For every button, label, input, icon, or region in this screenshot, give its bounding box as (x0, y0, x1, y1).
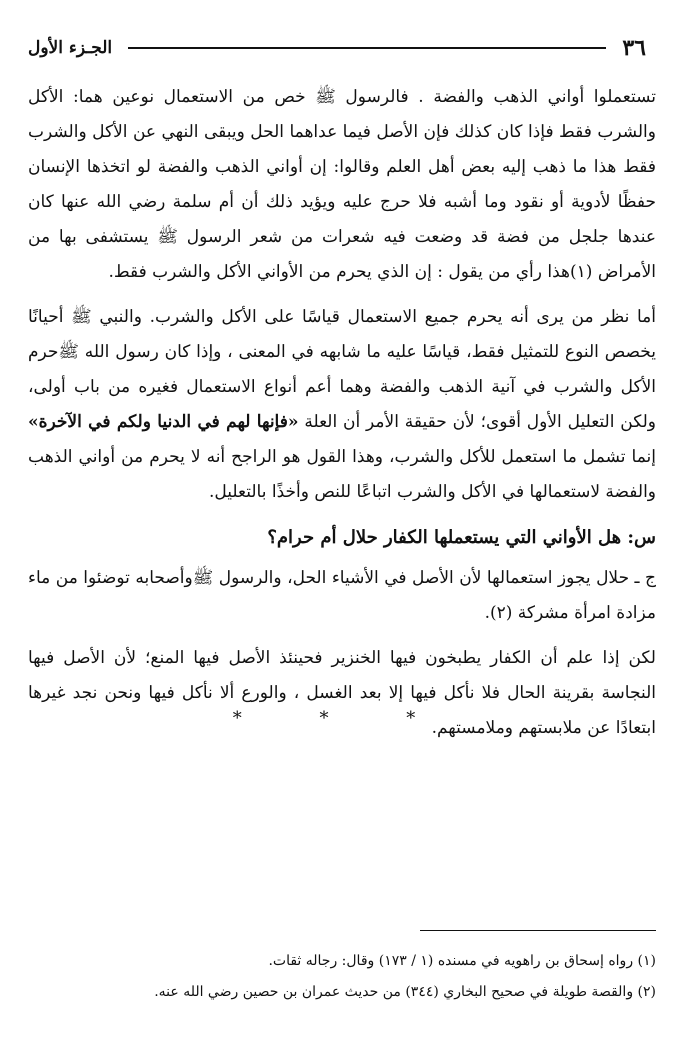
page-header (28, 30, 646, 66)
paragraph-2 (28, 300, 656, 510)
footnote-2: (٢) والقصة طويلة في صحيح البخاري (٣٤٤) من حديث عمران بن حصين رضي الله عنه. (154, 984, 656, 1000)
paragraph-2-part-b: إنما تشمل ما استعمل للأكل والشرب، وهذا القول هو الراجح أنه لا يحرم من أواني الذهب والفضة لاستعمالها في الأكل والشرب اتباعًا للنص وأخذًا بالتعليل. (28, 447, 656, 502)
paragraph-3: لكن إذا علم أن الكفار يطبخون فيها الخنزير فحينئذ الأصل فيها المنع؛ لأن الأصل فيها النجاسة بقرينة الحال فلا نأكل فيها إلا بعد الغسل ، والورع ألا نأكل فيها ونحن نجد غيرها ابتعادًا عن ملابستهم وملامستهم. (28, 648, 656, 738)
question-heading: س: هل الأواني التي يستعملها الكفار حلال أم حرام؟ (267, 527, 656, 548)
running-title: الجـزء الأول (28, 38, 113, 58)
hadith-quote: «فإنها لهم في الدنيا ولكم في الآخرة» (28, 412, 299, 432)
paragraph-1: تستعملوا أواني الذهب والفضة . فالرسول ﷺ خص من الاستعمال نوعين هما: الأكل والشرب فقط فإذا كان كذلك فإن الأصل فيما عداهما الحل ويبقى النهي عن الأكل والشرب فقط هذا ما ذهب إليه بعض أهل العلم وقالوا: إن أواني الذهب والفضة لو اتخذها الإنسان حفظًا لأدوية أو نقود وما أشبه فلا حرج عليه ويؤيد ذلك أن أم سلمة رضي الله عنها كان عندها جلجل من فضة قد وضعت فيه شعرات من شعر الرسول ﷺ يستشفى بها من الأمراض (١)هذا رأي من يقول : إن الذي يحرم من الأواني الأكل والشرب فقط. (28, 87, 656, 282)
footnotes (28, 946, 656, 1008)
section-separator: * * * (232, 708, 452, 729)
footnote-rule (420, 930, 656, 931)
paragraph-2-part-a: أما نظر من يرى أنه يحرم جميع الاستعمال قياسًا على الأكل والشرب. والنبي ﷺ أحيانًا يخصص النوع للتمثيل فقط، قياسًا عليه ما شابهه في المعنى ، وإذا كان رسول الله ﷺحرم الأكل والشرب في آنية الذهب والفضة وهما أعم أنواع الاستعمال فغيره من باب أولى، ولكن التعليل الأول أقوى؛ لأن حقيقة الأمر أن العلة (28, 307, 656, 432)
header-rule (128, 47, 606, 49)
page-number: ٣٦ (622, 35, 646, 61)
main-text (28, 80, 656, 756)
answer-paragraph: ج ـ حلال يجوز استعمالها لأن الأصل في الأشياء الحل، والرسول ﷺوأصحابه توضئوا من ماء مزادة امرأة مشركة (٢). (28, 568, 656, 623)
footnote-1: (١) رواه إسحاق بن راهويه في مسنده (١ / ١٧٣) وقال: رجاله ثقات. (268, 953, 656, 969)
